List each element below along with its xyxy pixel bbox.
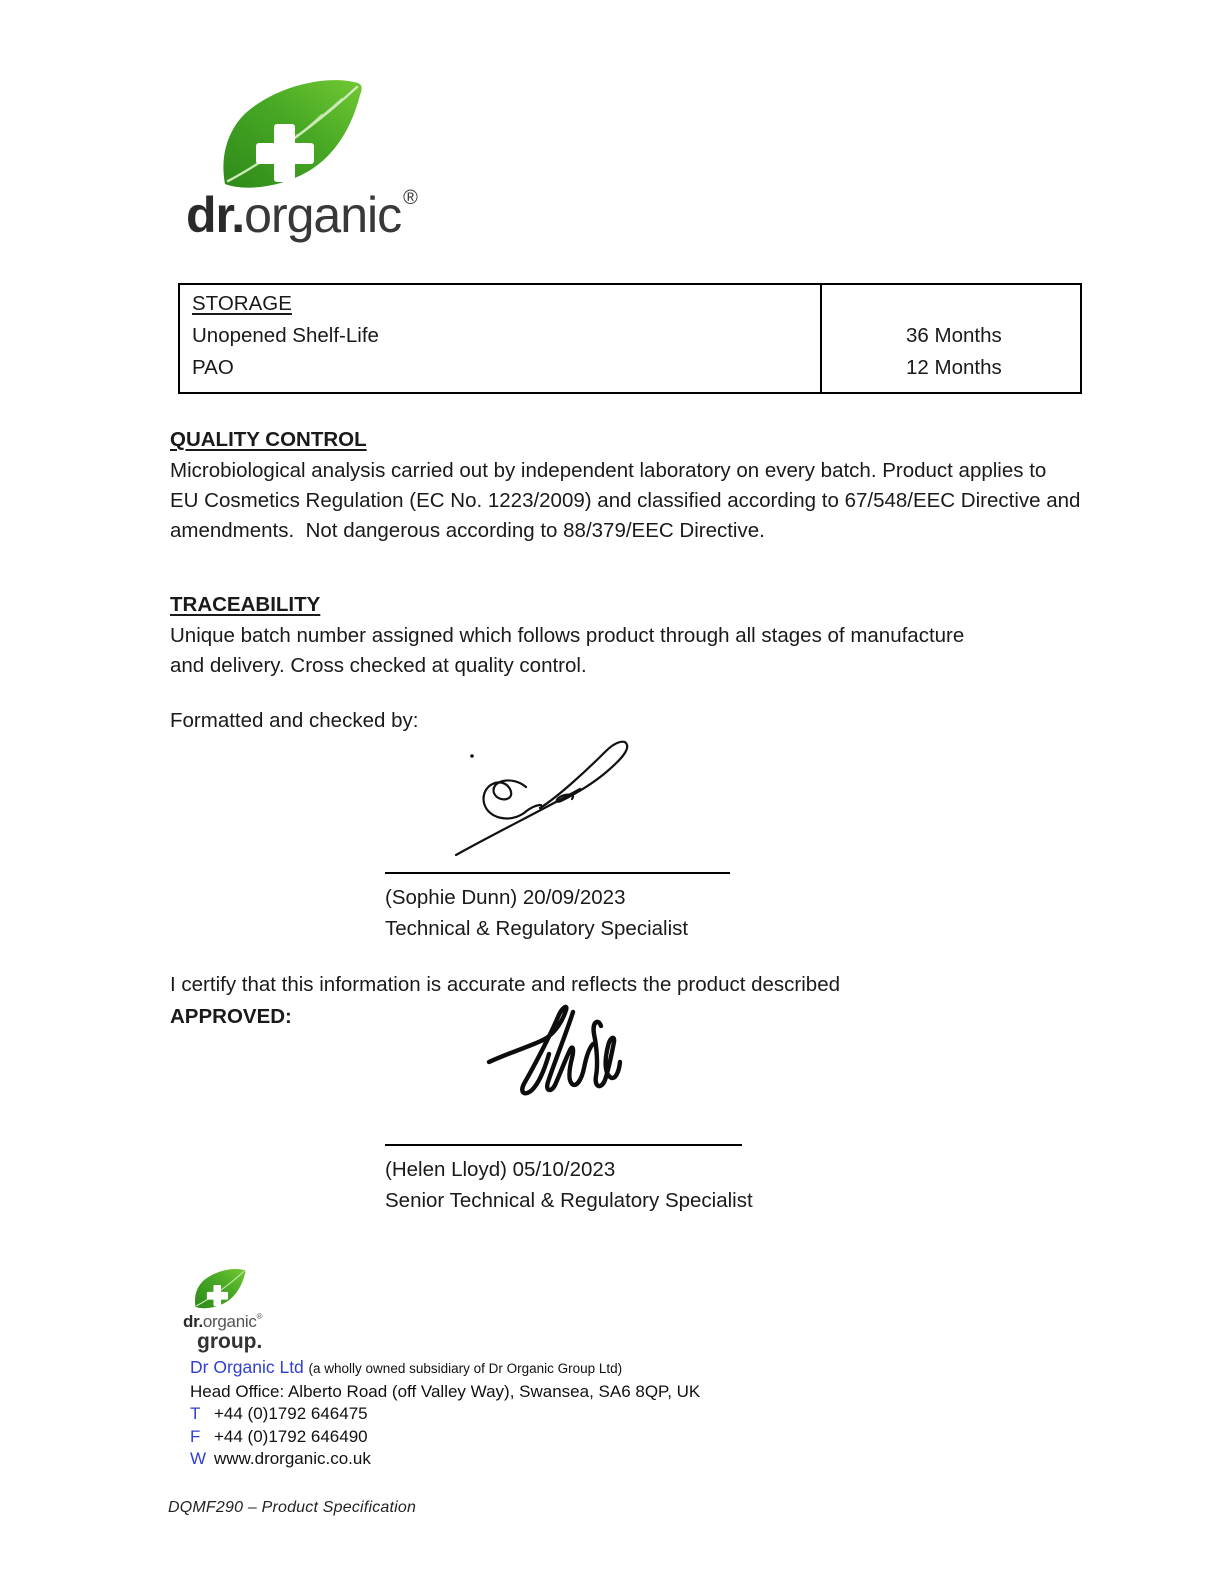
signature-helen-lloyd-icon <box>483 1000 623 1108</box>
signer-title: Technical & Regulatory Specialist <box>385 917 689 940</box>
fax-line <box>190 1426 700 1449</box>
document-reference: DQMF290 – Product Specification <box>168 1499 417 1516</box>
address-line: Head Office: Alberto Road (off Valley Way), Swansea, SA6 8QP, UK <box>190 1381 701 1401</box>
storage-row-value-shelf-life: 36 Months <box>906 324 1002 347</box>
quality-control-line: EU Cosmetics Regulation (EC No. 1223/2009) and classified according to 67/548/EEC Directive and <box>170 489 1081 512</box>
traceability-body <box>170 621 964 681</box>
signature-line <box>385 872 730 874</box>
company-line <box>190 1356 700 1381</box>
traceability-line: and delivery. Cross checked at quality control. <box>170 654 587 677</box>
signer-title: Senior Technical & Regulatory Specialist <box>385 1189 753 1212</box>
signature-block-formatted-by <box>385 872 730 944</box>
signature-line <box>385 1144 742 1146</box>
registered-trademark-icon: ® <box>403 187 417 209</box>
company-suffix: (a wholly owned subsidiary of Dr Organic Group Ltd) <box>308 1361 623 1376</box>
company-name: Dr Organic Ltd <box>190 1357 304 1377</box>
signer-name-date: (Sophie Dunn) 20/09/2023 <box>385 886 626 909</box>
leaf-cross-icon <box>218 78 366 192</box>
signature-block-approved <box>385 1144 753 1216</box>
phone-line <box>190 1403 700 1426</box>
phone-number: +44 (0)1792 646475 <box>214 1404 368 1423</box>
storage-table <box>178 283 1082 394</box>
brand-wordmark-dr: dr. <box>186 187 245 243</box>
traceability-heading: TRACEABILITY <box>170 593 321 616</box>
web-label: W <box>190 1449 207 1468</box>
group-logo-dr: dr. <box>183 1312 203 1331</box>
contact-block <box>190 1356 700 1471</box>
certify-statement: I certify that this information is accurate and reflects the product described <box>170 973 840 996</box>
web-address: www.drorganic.co.uk <box>214 1449 371 1468</box>
brand-wordmark <box>186 187 430 243</box>
fax-label: F <box>190 1426 201 1446</box>
web-line <box>190 1448 700 1471</box>
group-logo-organic: organic <box>202 1312 257 1331</box>
storage-table-values <box>822 285 1080 392</box>
leaf-cross-icon-small <box>193 1268 247 1310</box>
storage-table-header: STORAGE <box>192 292 292 315</box>
phone-label: T <box>190 1404 201 1423</box>
quality-control-line: amendments. Not dangerous according to 88/379/EEC Directive. <box>170 519 765 542</box>
registered-trademark-icon: ® <box>256 1312 263 1321</box>
storage-row-label-shelf-life: Unopened Shelf-Life <box>192 324 379 347</box>
fax-number: +44 (0)1792 646490 <box>214 1426 368 1446</box>
signer-name-date: (Helen Lloyd) 05/10/2023 <box>385 1158 616 1181</box>
brand-wordmark-organic: organic <box>244 187 402 243</box>
signature-sophie-dunn-icon <box>428 731 643 859</box>
quality-control-body <box>170 456 1080 546</box>
storage-table-labels <box>180 285 822 392</box>
storage-row-value-pao: 12 Months <box>906 356 1002 379</box>
traceability-line: Unique batch number assigned which follows product through all stages of manufacture <box>170 624 965 647</box>
group-logo-group-label: group. <box>197 1330 263 1353</box>
quality-control-line: Microbiological analysis carried out by independent laboratory on every batch. Product applies to <box>170 459 1047 482</box>
group-logo-wordmark <box>183 1308 262 1331</box>
approved-label: APPROVED: <box>170 1005 292 1028</box>
storage-row-label-pao: PAO <box>192 356 234 379</box>
group-logo <box>183 1268 262 1352</box>
formatted-by-label: Formatted and checked by: <box>170 709 419 732</box>
quality-control-heading: QUALITY CONTROL <box>170 428 367 451</box>
brand-logo <box>170 78 430 243</box>
